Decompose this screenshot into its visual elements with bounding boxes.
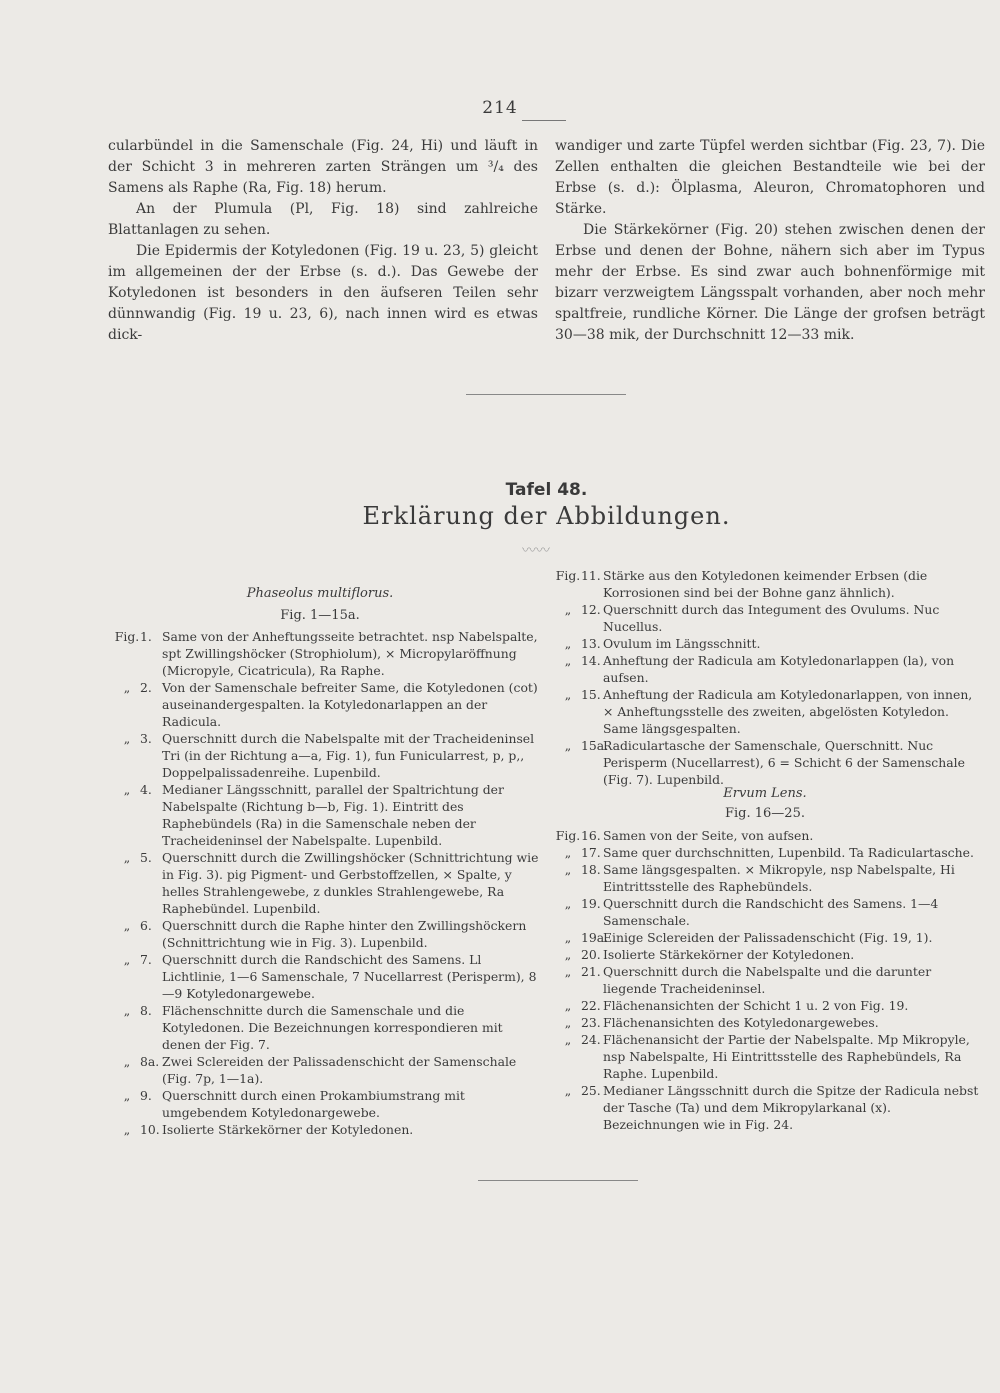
legend-entry — [555, 686, 985, 737]
legend-entry — [555, 635, 985, 652]
legend-entry-ref — [555, 686, 603, 737]
legend-entry-prefix: „ — [123, 782, 131, 797]
legend-entry-prefix: „ — [564, 964, 572, 979]
legend-entry-number: 2. — [140, 680, 152, 695]
legend-entry-ref — [114, 951, 162, 1002]
legend-entry-number: 8a. — [140, 1054, 160, 1069]
legend-entry-prefix: „ — [123, 1088, 131, 1103]
legend-entry-ref — [114, 849, 162, 917]
legend-entry-text: Isolierte Stärkekörner der Kotyledonen. — [162, 1122, 414, 1137]
legend-entry-prefix: „ — [123, 731, 131, 746]
legend-entry-ref — [114, 679, 162, 730]
legend-entry-number: 20. — [581, 947, 601, 962]
legend-entry-ref — [555, 946, 603, 963]
legend-entry-text: Anheftung der Radicula am Kotyledonarlappen, von innen, × Anheftungsstelle des zweiten, abgelösten Kotyledon. Same längsgespalten. — [603, 687, 973, 736]
legend-entry-text: Same von der Anheftungsseite betrachtet. nsp Nabelspalte, spt Zwillingshöcker (Strophiolum), × Micropylaröffnung (Micropyle, Cicatricula), Ra Raphe. — [162, 629, 538, 678]
legend-column-right-bottom — [555, 827, 985, 1133]
legend-entry-prefix: Fig. — [555, 568, 581, 583]
legend-entry-number: 4. — [140, 782, 152, 797]
legend-entry-ref — [555, 567, 603, 601]
legend-entry — [555, 737, 985, 788]
legend-entry-number: 12. — [581, 602, 601, 617]
legend-entry-number: 24. — [581, 1032, 601, 1047]
legend-entry — [555, 652, 985, 686]
legend-entry-prefix: „ — [564, 930, 572, 945]
legend-entry-text: Querschnitt durch die Nabelspalte mit der Tracheideninsel Tri (in der Richtung a—a, Fig. 1), fun Funicularrest, p, p,, Doppelpalissadenreihe. Lupenbild. — [162, 731, 535, 780]
legend-entry-ref — [114, 628, 162, 679]
legend-entry — [555, 861, 985, 895]
legend-entry-text: Querschnitt durch die Raphe hinter den Zwillingshöckern (Schnittrichtung wie in Fig. 3). Lupenbild. — [162, 918, 527, 950]
legend-entry-prefix: „ — [564, 636, 572, 651]
legend-entry-number: 14. — [581, 653, 601, 668]
legend-entry-text: Anheftung der Radicula am Kotyledonarlappen (la), von aufsen. — [603, 653, 955, 685]
legend-entry-text: Medianer Längsschnitt durch die Spitze der Radicula nebst der Tasche (Ta) und dem Mikropylarkanal (x). Bezeichnungen wie in Fig. 24. — [603, 1083, 979, 1132]
legend-entry-prefix: „ — [564, 738, 572, 753]
legend-entry — [555, 895, 985, 929]
legend-entry-text: Von der Samenschale befreiter Same, die Kotyledonen (cot) auseinandergespalten. la Kotyledonarlappen an der Radicula. — [162, 680, 538, 729]
legend-entry-prefix: „ — [564, 896, 572, 911]
legend-entry — [555, 946, 985, 963]
legend-entry-text: Zwei Sclereiden der Palissadenschicht der Samenschale (Fig. 7p, 1—1a). — [162, 1054, 517, 1086]
legend-entry-number: 9. — [140, 1088, 152, 1103]
legend-entry — [555, 997, 985, 1014]
legend-entry — [114, 679, 544, 730]
legend-entry-number: 13. — [581, 636, 601, 651]
legend-entry-ref — [555, 1031, 603, 1082]
body-paragraph: An der Plumula (Pl, Fig. 18) sind zahlreiche Blattanlagen zu sehen. — [108, 201, 538, 238]
legend-entry-number: 8. — [140, 1003, 152, 1018]
legend-entry-ref — [555, 861, 603, 895]
page-number: 214 — [482, 98, 518, 118]
legend-entry-ref — [114, 1121, 162, 1138]
legend-entry-ref — [114, 730, 162, 781]
legend-entry-prefix: „ — [123, 918, 131, 933]
legend-entry-text: Querschnitt durch das Integument des Ovulums. Nuc Nucellus. — [603, 602, 940, 634]
page-number-rule — [522, 120, 566, 121]
legend-entry-number: 19a. — [581, 930, 609, 945]
legend-entry-prefix: „ — [123, 850, 131, 865]
legend-entry-text: Flächenansicht der Partie der Nabelspalte. Mp Mikropyle, nsp Nabelspalte, Hi Eintrittsstelle des Raphebündels, Ra Raphe. Lupenbild. — [603, 1032, 970, 1081]
legend-entry-text: Isolierte Stärkekörner der Kotyledonen. — [603, 947, 855, 962]
legend-entry-number: 22. — [581, 998, 601, 1013]
legend-entry-number: 6. — [140, 918, 152, 933]
legend-entry-ref — [555, 652, 603, 686]
species-heading: Phaseolus multiflorus. — [246, 586, 394, 601]
legend-entry-text: Querschnitt durch die Nabelspalte und die darunter liegende Tracheideninsel. — [603, 964, 932, 996]
legend-entry-ref — [555, 737, 609, 788]
legend-entry-prefix: „ — [123, 1054, 131, 1069]
legend-entry — [114, 628, 544, 679]
legend-entry-ref — [555, 635, 603, 652]
legend-entry-prefix: „ — [123, 952, 131, 967]
legend-column-left — [114, 628, 544, 1138]
legend-entry-number: 23. — [581, 1015, 601, 1030]
species-heading: Ervum Lens. — [723, 786, 807, 801]
body-right-column — [555, 136, 985, 346]
legend-entry-number: 21. — [581, 964, 601, 979]
legend-entry-prefix: „ — [564, 653, 572, 668]
legend-entry-ref — [114, 917, 162, 951]
legend-entry-number: 17. — [581, 845, 601, 860]
legend-entry-number: 3. — [140, 731, 152, 746]
legend-entry-number: 15a. — [581, 738, 609, 753]
legend-entry-prefix: „ — [123, 1122, 131, 1137]
body-left-column — [108, 136, 538, 346]
legend-entry — [114, 730, 544, 781]
legend-entry — [555, 963, 985, 997]
legend-entry-text: Querschnitt durch die Randschicht des Samens. Ll Lichtlinie, 1—6 Samenschale, 7 Nucellarrest (Perisperm), 8—9 Kotyledonargewebe. — [162, 952, 537, 1001]
legend-entry-ref — [555, 895, 603, 929]
legend-entry — [555, 929, 985, 946]
legend-entry-number: 5. — [140, 850, 152, 865]
legend-entry-ref — [555, 844, 603, 861]
legend-entry-ref — [555, 827, 603, 844]
legend-entry-text: Flächenansichten des Kotyledonargewebes. — [603, 1015, 879, 1030]
legend-entry-prefix: „ — [564, 862, 572, 877]
legend-entry-text: Radiculartasche der Samenschale, Querschnitt. Nuc Perisperm (Nucellarrest), 6 = Schicht 6 der Samenschale (Fig. 7). Lupenbild. — [603, 738, 965, 787]
legend-entry-text: Same quer durchschnitten, Lupenbild. Ta Radiculartasche. — [603, 845, 974, 860]
legend-entry-text: Ovulum im Längsschnitt. — [603, 636, 761, 651]
legend-entry-number: 7. — [140, 952, 152, 967]
legend-entry-number: 1. — [140, 629, 152, 644]
figure-range: Fig. 16—25. — [725, 806, 805, 821]
legend-entry-ref — [114, 1087, 162, 1121]
legend-entry-text: Stärke aus den Kotyledonen keimender Erbsen (die Korrosionen sind bei der Bohne ganz ähnlich). — [603, 568, 928, 600]
legend-entry-prefix: „ — [123, 680, 131, 695]
legend-entry-text: Querschnitt durch die Zwillingshöcker (Schnittrichtung wie in Fig. 3). pig Pigment- und Gerbstoffzellen, × Spalte, y helles Strahlengewebe, z dunkles Strahlengewebe, Ra Raphebündel. Lupenbild. — [162, 850, 539, 916]
legend-entry-prefix: „ — [564, 947, 572, 962]
legend-entry-text: Einige Sclereiden der Palissadenschicht (Fig. 19, 1). — [603, 930, 933, 945]
legend-entry-text: Medianer Längsschnitt, parallel der Spaltrichtung der Nabelspalte (Richtung b—b, Fig. 1). Eintritt des Raphebündels (Ra) in die Samenschale neben der Tracheideninsel der Nabelspalte. Lupenbild. — [162, 782, 504, 848]
legend-entry-text: Flächenansichten der Schicht 1 u. 2 von Fig. 19. — [603, 998, 909, 1013]
legend-entry-ref — [555, 963, 603, 997]
body-paragraph: wandiger und zarte Tüpfel werden sichtbar (Fig. 23, 7). Die Zellen enthalten die gleichen Bestandteile wie bei der Erbse (s. d.): Ölplasma, Aleuron, Chromatophoren und Stärke. — [555, 138, 985, 217]
legend-entry — [114, 917, 544, 951]
legend-entry-prefix: Fig. — [114, 629, 140, 644]
legend-entry — [114, 781, 544, 849]
legend-entry — [555, 1014, 985, 1031]
legend-entry — [114, 1087, 544, 1121]
legend-entry — [114, 1053, 544, 1087]
legend-entry — [114, 1121, 544, 1138]
title-ornament: 〰〰 — [522, 543, 550, 559]
legend-entry-ref — [114, 1002, 162, 1053]
legend-entry-ref — [555, 929, 609, 946]
legend-entry-ref — [555, 1082, 603, 1133]
legend-entry-prefix: „ — [564, 602, 572, 617]
body-paragraph: cularbündel in die Samenschale (Fig. 24, Hi) und läuft in der Schicht 3 in mehreren zarten Strängen um ³/₄ des Samens als Raphe (Ra, Fig. 18) herum. — [108, 138, 538, 196]
legend-entry — [114, 951, 544, 1002]
legend-entry-prefix: „ — [564, 1083, 572, 1098]
legend-entry-prefix: „ — [564, 998, 572, 1013]
body-paragraph: Die Epidermis der Kotyledonen (Fig. 19 u. 23, 5) gleicht im allgemeinen der der Erbse (s. d.). Das Gewebe der Kotyledonen ist besonders in den äufseren Teilen sehr dünnwandig (Fig. 19 u. 23, 6), nach innen wird es etwas dick- — [108, 243, 538, 343]
legend-entry-prefix: „ — [564, 1015, 572, 1030]
legend-entry — [555, 601, 985, 635]
figure-range: Fig. 1—15a. — [280, 608, 360, 623]
legend-entry-text: Samen von der Seite, von aufsen. — [603, 828, 814, 843]
legend-entry-ref — [114, 1053, 162, 1087]
legend-entry — [555, 1082, 985, 1133]
legend-entry-prefix: „ — [123, 1003, 131, 1018]
legend-entry-prefix: Fig. — [555, 828, 581, 843]
legend-entry-ref — [555, 997, 603, 1014]
legend-column-right-top — [555, 567, 985, 788]
legend-entry — [555, 827, 985, 844]
legend-entry-prefix: „ — [564, 687, 572, 702]
legend-entry-number: 15. — [581, 687, 601, 702]
legend-entry-prefix: „ — [564, 1032, 572, 1047]
legend-entry-number: 11. — [581, 568, 601, 583]
legend-entry — [114, 849, 544, 917]
legend-entry-number: 25. — [581, 1083, 601, 1098]
legend-entry-ref — [555, 601, 603, 635]
legend-entry-text: Querschnitt durch einen Prokambiumstrang mit umgebendem Kotyledonargewebe. — [162, 1088, 465, 1120]
legend-entry-text: Flächenschnitte durch die Samenschale und die Kotyledonen. Die Bezeichnungen korrespondieren mit denen der Fig. 7. — [162, 1003, 503, 1052]
legend-entry-number: 10. — [140, 1122, 160, 1137]
legend-entry — [114, 1002, 544, 1053]
section-divider — [466, 394, 626, 395]
plate-label: Tafel 48. — [505, 480, 588, 500]
legend-entry-number: 19. — [581, 896, 601, 911]
legend-entry-ref — [114, 781, 162, 849]
plate-title: Erklärung der Abbildungen. — [362, 502, 731, 530]
body-paragraph: Die Stärkekörner (Fig. 20) stehen zwischen denen der Erbse und denen der Bohne, nähern sich aber im Typus mehr der Erbse. Es sind zwar auch bohnenförmige mit bizarr verzweigtem Längsspalt vorhanden, aber noch mehr spaltfreie, rundliche Körner. Die Länge der grofsen beträgt 30—38 mik, der Durchschnitt 12—33 mik. — [555, 222, 985, 343]
legend-entry-text: Querschnitt durch die Randschicht des Samens. 1—4 Samenschale. — [603, 896, 939, 928]
legend-entry-number: 18. — [581, 862, 601, 877]
footer-divider — [478, 1180, 638, 1181]
legend-entry-text: Same längsgespalten. × Mikropyle, nsp Nabelspalte, Hi Eintrittsstelle des Raphebündels. — [603, 862, 955, 894]
legend-entry — [555, 844, 985, 861]
legend-entry-prefix: „ — [564, 845, 572, 860]
legend-entry-ref — [555, 1014, 603, 1031]
legend-entry — [555, 1031, 985, 1082]
legend-entry-number: 16. — [581, 828, 601, 843]
legend-entry — [555, 567, 985, 601]
